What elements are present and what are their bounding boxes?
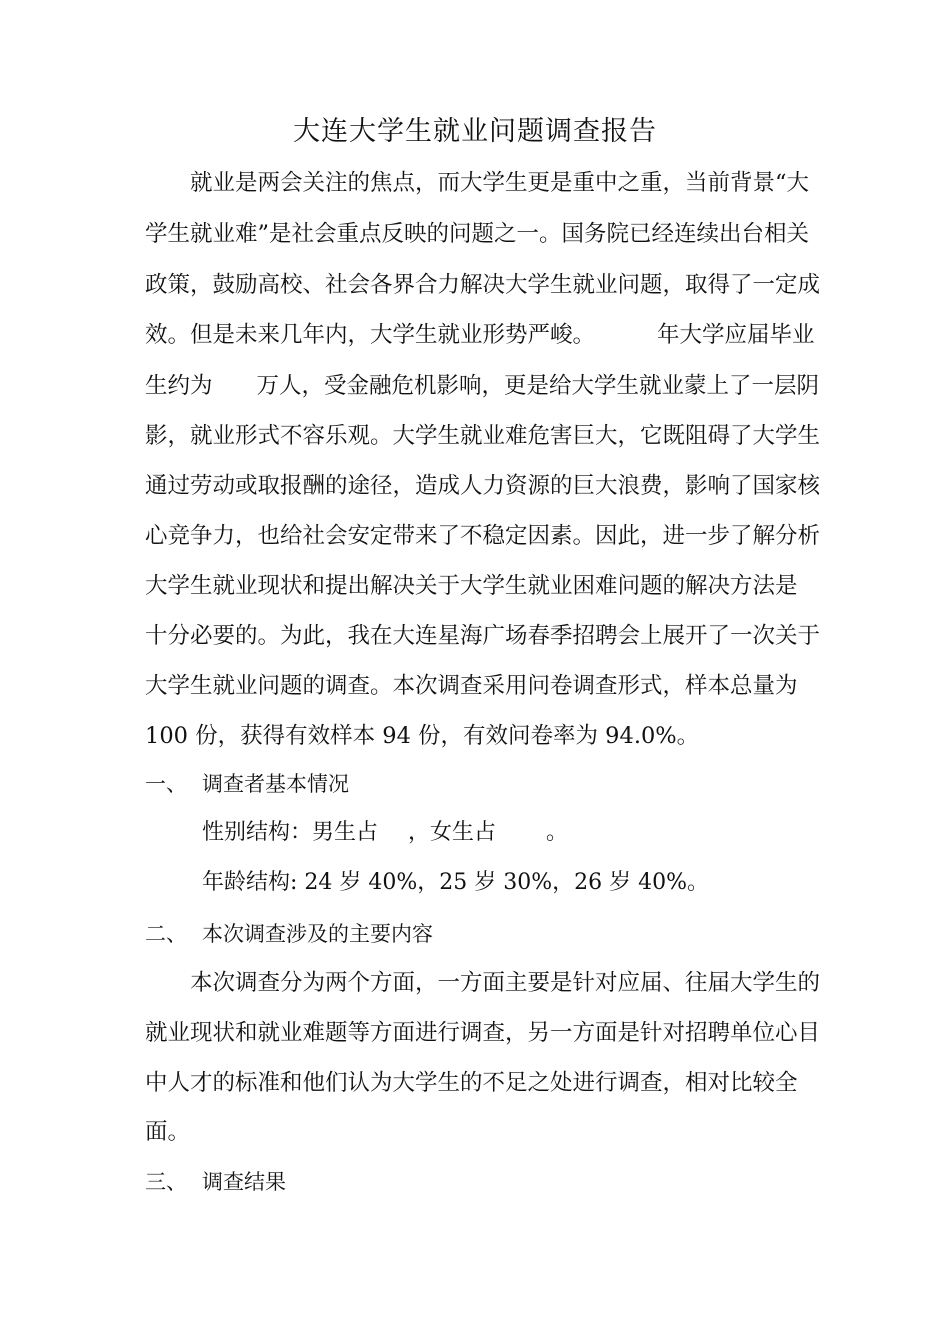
intro-line-6: 影，就业形式不容乐观。大学生就业难危害巨大，它既阻碍了大学生: [145, 423, 821, 449]
section-number-1: 一、: [145, 772, 187, 796]
gender-female-label: ，女生占: [408, 820, 497, 845]
intro-line-4: [145, 315, 825, 355]
intro-line-7: 通过劳动或取报酬的途径，造成人力资源的巨大浪费，影响了国家核: [145, 473, 821, 499]
section-heading-2: [145, 914, 825, 954]
gender-label: 性别结构：男生占: [202, 820, 379, 845]
intro-line-3: 政策，鼓励高校、社会各界合力解决大学生就业问题，取得了一定成: [145, 272, 821, 298]
intro-line-4-tail: 年大学应届毕业: [657, 322, 815, 348]
intro-line-4-text: 效。但是未来几年内，大学生就业形势严峻。: [145, 322, 596, 348]
section-title-2: 本次调查涉及的主要内容: [202, 922, 433, 946]
intro-line-5-text: 万人，受金融危机影响，更是给大学生就业蒙上了一层阴: [256, 373, 820, 399]
gender-structure: [202, 813, 568, 853]
section-title-3: 调查结果: [202, 1170, 286, 1194]
intro-line-12: 100 份，获得有效样本 94 份，有效问卷率为 94.0%。: [145, 723, 700, 749]
intro-line-1: 就业是两会关注的焦点，而大学生更是重中之重，当前背景“大: [190, 170, 810, 196]
section-title-1: 调查者基本情况: [202, 772, 349, 796]
content-line-3: 中人才的标准和他们认为大学生的不足之处进行调查，相对比较全: [145, 1070, 798, 1096]
section-number-2: 二、: [145, 922, 187, 946]
section-heading-1: [145, 764, 825, 804]
gender-end: 。: [546, 820, 569, 845]
age-structure: 年龄结构: 24 岁 40%，25 岁 30%，26 岁 40%。: [202, 870, 710, 895]
content-line-2: 就业现状和就业难题等方面进行调查，另一方面是针对招聘单位心目: [145, 1020, 821, 1046]
intro-line-11: 大学生就业问题的调查。本次调查采用问卷调查形式，样本总量为: [145, 673, 798, 699]
section-number-3: 三、: [145, 1170, 187, 1194]
section-heading-3: [145, 1162, 825, 1202]
intro-line-5: [145, 366, 825, 406]
content-line-1: 本次调查分为两个方面，一方面主要是针对应届、往届大学生的: [190, 970, 821, 996]
intro-line-8: 心竞争力，也给社会安定带来了不稳定因素。因此，进一步了解分析: [145, 523, 821, 549]
intro-line-9: 大学生就业现状和提出解决关于大学生就业困难问题的解决方法是: [145, 573, 798, 599]
intro-line-2: 学生就业难”是社会重点反映的问题之一。国务院已经连续出台相关: [145, 221, 810, 247]
intro-line-10: 十分必要的。为此，我在大连星海广场春季招聘会上展开了一次关于: [145, 623, 821, 649]
document-title: 大连大学生就业问题调查报告: [293, 116, 657, 147]
intro-line-5-head: 生约为: [145, 373, 213, 399]
content-line-4: 面。: [145, 1119, 191, 1145]
